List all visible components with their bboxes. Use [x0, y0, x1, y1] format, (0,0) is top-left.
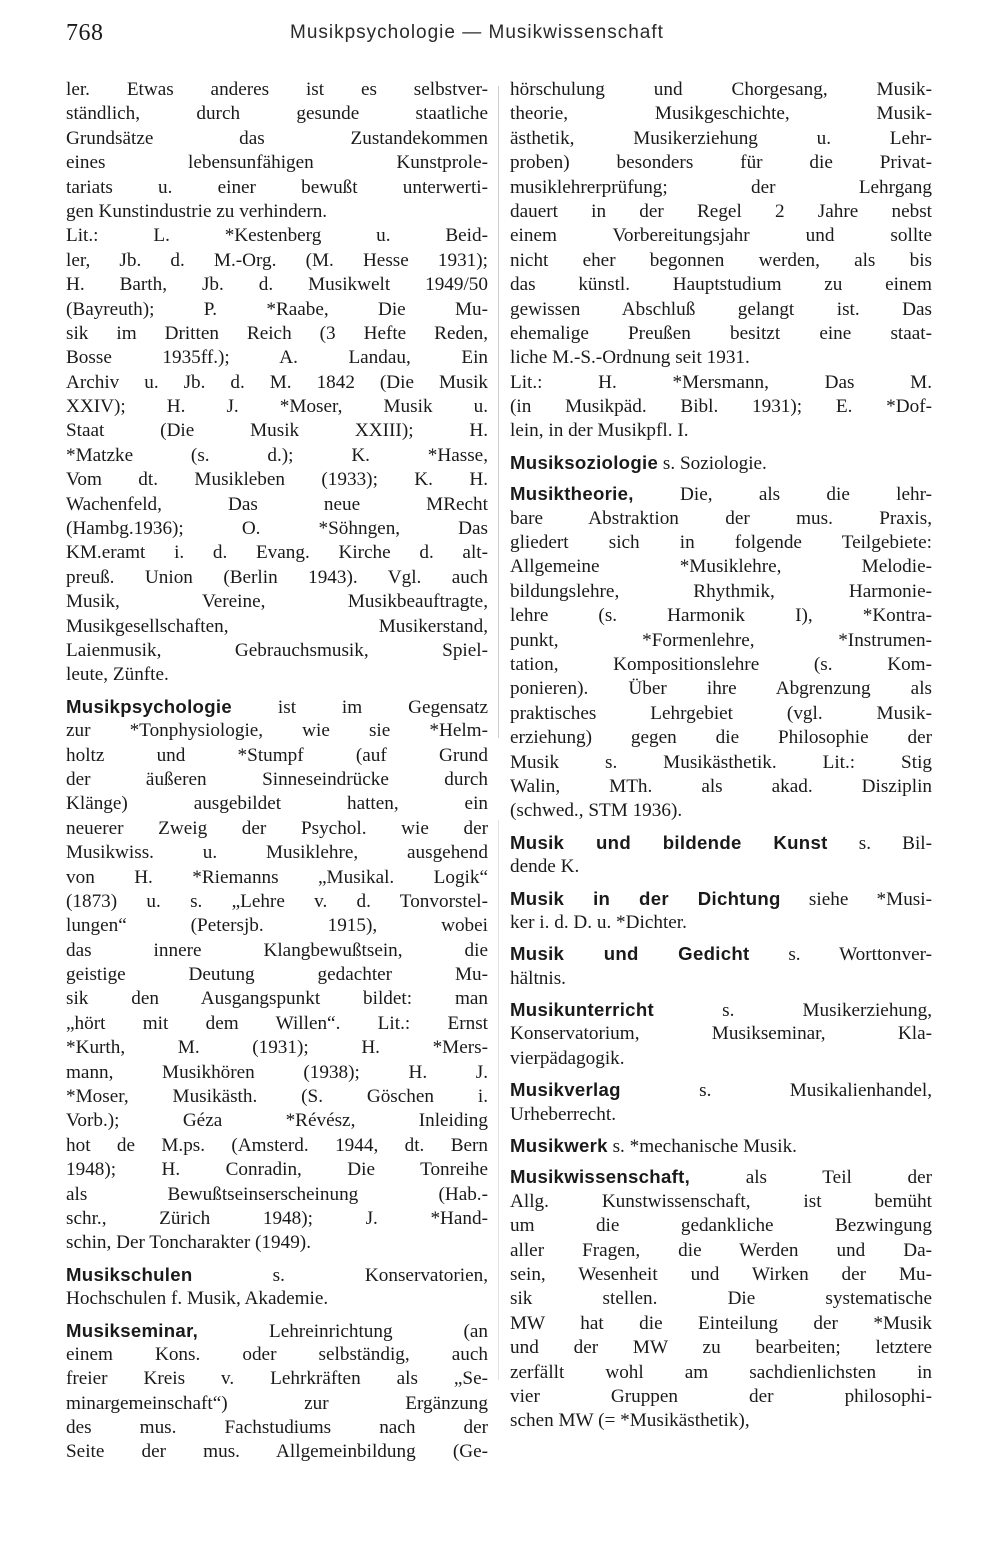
entry-spacer [66, 1312, 488, 1319]
text-line: lein, in der Musikpfl. I. [510, 420, 689, 442]
text-line: KM.eramt i. d. Evang. Kirche d. alt- [66, 542, 488, 564]
text-line: zerfällt wohl am sachdienlichsten in [510, 1361, 932, 1383]
entry-heading-line: Musikunterricht s. Musikerziehung, [510, 999, 932, 1022]
text-line: liche M.-S.-Ordnung seit 1931. [510, 347, 750, 369]
text-line: Musik, Vereine, Musikbeauftragte, [66, 591, 488, 613]
text-line: Lit.: L. *Kestenberg u. Beid- [66, 225, 488, 247]
text-line: dauert in der Regel 2 Jahre nebst [510, 200, 932, 222]
text-line: schin, Der Toncharakter (1949). [66, 1232, 311, 1254]
lemma-headword: Musikwerk [510, 1135, 608, 1157]
entry-spacer [510, 1158, 932, 1165]
lemma-headword: Musikwissenschaft, [510, 1166, 691, 1188]
entry-spacer [66, 688, 488, 695]
text-line: und der MW zu bearbeiten; letztere [510, 1337, 932, 1359]
text-line: um die gedankliche Bezwingung [510, 1215, 932, 1237]
lemma-headword: Musikpsychologie [66, 695, 232, 717]
entry-spacer [510, 935, 932, 942]
text-line: vier Gruppen der philosophi- [510, 1385, 932, 1407]
text-line: schr., Zürich 1948); J. *Hand- [66, 1207, 488, 1229]
text-line: MW hat die Einteilung der *Musik [510, 1312, 932, 1334]
text-line: nicht eher begonnen werden, als bis [510, 249, 932, 271]
text-line: sik den Ausgangspunkt bildet: man [66, 988, 488, 1010]
text-line: eines lebensunfähigen Kunstprole- [66, 152, 488, 174]
text-line: (Bayreuth); P. *Raabe, Die Mu- [66, 298, 488, 320]
text-line: (1873) u. s. „Lehre v. d. Tonvorstel- [66, 890, 488, 912]
lemma-headword: Musiktheorie, [510, 483, 634, 505]
text-line: das innere Klangbewußtsein, die [66, 939, 488, 961]
text-line: Allgemeine *Musiklehre, Melodie- [510, 556, 932, 578]
text-line: Lit.: H. *Mersmann, Das M. [510, 371, 932, 393]
text-line: preuß. Union (Berlin 1943). Vgl. auch [66, 566, 488, 588]
text-line: praktisches Lehrgebiet (vgl. Musik- [510, 702, 932, 724]
text-line: punkt, *Formenlehre, *Instrumen- [510, 629, 932, 651]
text-line: gen Kunstindustrie zu verhindern. [66, 200, 328, 222]
text-line: hältnis. [510, 967, 566, 989]
text-line: des mus. Fachstudiums nach der [66, 1417, 488, 1439]
entry-heading-line: Musiksoziologie s. Soziologie. [510, 451, 767, 474]
text-line: ständlich, durch gesunde staatliche [66, 103, 488, 125]
text-line: (Hambg.1936); O. *Söhngen, Das [66, 518, 488, 540]
text-line: Klänge) ausgebildet hatten, ein [66, 793, 488, 815]
text-line: der äußeren Sinneseindrücke durch [66, 768, 488, 790]
lemma-headword: Musikunterricht [510, 999, 654, 1021]
text-line: neuerer Zweig der Psychol. wie der [66, 817, 488, 839]
text-line: das künstl. Hauptstudium zu einem [510, 274, 932, 296]
entry-spacer [510, 1071, 932, 1078]
text-line: aller Fragen, die Werden und Da- [510, 1239, 932, 1261]
text-line: H. Barth, Jb. d. Musikwelt 1949/50 [66, 274, 488, 296]
text-line: Vom dt. Musikleben (1933); K. H. [66, 469, 488, 491]
text-line: sik stellen. Die systematische [510, 1288, 932, 1310]
text-line: Archiv u. Jb. d. M. 1842 (Die Musik [66, 371, 488, 393]
text-line: minargemeinschaft“) zur Ergänzung [66, 1392, 488, 1414]
text-line: Bosse 1935ff.); A. Landau, Ein [66, 347, 488, 369]
lemma-headword: Musik und bildende Kunst [510, 831, 828, 853]
page-number: 768 [66, 20, 104, 46]
text-line: einem Kons. oder selbständig, auch [66, 1343, 488, 1365]
entry-spacer [510, 444, 932, 451]
text-line: ler, Jb. d. M.-Org. (M. Hesse 1931); [66, 249, 488, 271]
text-line: dende K. [510, 856, 580, 878]
entry-spacer [510, 880, 932, 887]
text-line: ler. Etwas anderes ist es selbstver- [66, 79, 488, 100]
entry-spacer [510, 824, 932, 831]
text-line: bare Abstraktion der mus. Praxis, [510, 507, 932, 529]
text-line: Wachenfeld, Das neue MRecht [66, 493, 488, 515]
text-line: Allg. Kunstwissenschaft, ist bemüht [510, 1190, 932, 1212]
text-line: hörschulung und Chorgesang, Musik- [510, 79, 932, 100]
text-line: sik im Dritten Reich (3 Hefte Reden, [66, 322, 488, 344]
text-line: als Bewußtseinserscheinung (Hab.- [66, 1183, 488, 1205]
left-column [66, 78, 488, 1465]
entry-spacer [66, 1256, 488, 1263]
text-line: hot de M.ps. (Amsterd. 1944, dt. Bern [66, 1134, 488, 1156]
entry-spacer [510, 991, 932, 998]
text-line: holtz und *Stumpf (auf Grund [66, 744, 488, 766]
text-line: Urheberrecht. [510, 1103, 616, 1125]
text-line: musiklehrerprüfung; der Lehrgang [510, 176, 932, 198]
column-divider [498, 86, 499, 738]
text-line: Vorb.); Géza *Révész, Inleiding [66, 1110, 488, 1132]
text-line: ker i. d. D. u. *Dichter. [510, 911, 687, 933]
text-line: Walin, MTh. als akad. Disziplin [510, 775, 932, 797]
text-line: Laienmusik, Gebrauchsmusik, Spiel- [66, 639, 488, 661]
entry-spacer [510, 475, 932, 482]
entry-heading-line: Musikwerk s. *mechanische Musik. [510, 1135, 797, 1158]
text-line: *Matzke (s. d.); K. *Hasse, [66, 444, 488, 466]
text-line: gewissen Abschluß gelangt ist. Das [510, 298, 932, 320]
text-line: Seite der mus. Allgemeinbildung (Ge- [66, 1441, 488, 1463]
entry-heading-line: Musik und Gedicht s. Worttonver- [510, 943, 932, 966]
lemma-headword: Musikverlag [510, 1079, 621, 1101]
text-line: leute, Zünfte. [66, 664, 169, 686]
lemma-headword: Musikseminar, [66, 1319, 199, 1341]
lemma-headword: Musik in der Dichtung [510, 887, 781, 909]
running-head: Musikpsychologie — Musikwissenschaft [290, 22, 664, 43]
lemma-headword: Musik und Gedicht [510, 943, 750, 965]
text-line: tation, Kompositionslehre (s. Kom- [510, 653, 932, 675]
text-line: freier Kreis v. Lehrkräften als „Se- [66, 1368, 488, 1390]
text-line: mann, Musikhören (1938); H. J. [66, 1061, 488, 1083]
text-line: geistige Deutung gedachter Mu- [66, 964, 488, 986]
text-line: Musikwiss. u. Musiklehre, ausgehend [66, 842, 488, 864]
text-line: ehemalige Preußen besitzt eine staat- [510, 322, 932, 344]
text-line: tariats u. einer bewußt unterwerti- [66, 176, 488, 198]
text-line: Staat (Die Musik XXIII); H. [66, 420, 488, 442]
text-line: bildungslehre, Rhythmik, Harmonie- [510, 580, 932, 602]
entry-heading-line: Musik in der Dichtung siehe *Musi- [510, 887, 932, 910]
text-line: theorie, Musikgeschichte, Musik- [510, 103, 932, 125]
text-line: ponieren). Über ihre Abgrenzung als [510, 678, 932, 700]
lemma-headword: Musikschulen [66, 1263, 193, 1285]
text-line: einem Vorbereitungsjahr und sollte [510, 225, 932, 247]
text-line: ästhetik, Musikerziehung u. Lehr- [510, 127, 932, 149]
text-line: Konservatorium, Musikseminar, Kla- [510, 1023, 932, 1045]
text-line: Musik s. Musikästhetik. Lit.: Stig [510, 751, 932, 773]
text-line: *Kurth, M. (1931); H. *Mers- [66, 1037, 488, 1059]
right-column [510, 78, 932, 1434]
column-divider-lower [498, 820, 499, 1380]
text-line: (in Musikpäd. Bibl. 1931); E. *Dof- [510, 396, 932, 418]
text-line: lungen“ (Petersjb. 1915), wobei [66, 915, 488, 937]
text-line: Hochschulen f. Musik, Akademie. [66, 1288, 329, 1310]
text-line: (schwed., STM 1936). [510, 800, 683, 822]
entry-heading-line: Musikverlag s. Musikalienhandel, [510, 1079, 932, 1102]
entry-heading-line: Musiktheorie, Die, als die lehr- [510, 483, 932, 506]
text-line: 1948); H. Conradin, Die Tonreihe [66, 1159, 488, 1181]
text-line: *Moser, Musikästh. (S. Göschen i. [66, 1086, 488, 1108]
text-line: schen MW (= *Musikästhetik), [510, 1410, 750, 1432]
text-line: „hört mit dem Willen“. Lit.: Ernst [66, 1012, 488, 1034]
text-line: zur *Tonphysiologie, wie sie *Helm- [66, 720, 488, 742]
text-line: proben) besonders für die Privat- [510, 152, 932, 174]
entry-heading-line: Musikseminar, Lehreinrichtung (an [66, 1319, 488, 1342]
text-line: von H. *Riemanns „Musikal. Logik“ [66, 866, 488, 888]
entry-heading-line: Musikschulen s. Konservatorien, [66, 1263, 488, 1286]
text-line: XXIV); H. J. *Moser, Musik u. [66, 396, 488, 418]
text-line: lehre (s. Harmonik I), *Kontra- [510, 605, 932, 627]
entry-heading-line: Musik und bildende Kunst s. Bil- [510, 831, 932, 854]
text-line: sein, Wesenheit und Wirken der Mu- [510, 1263, 932, 1285]
text-line: vierpädagogik. [510, 1047, 625, 1069]
text-line: gliedert sich in folgende Teilgebiete: [510, 532, 932, 554]
lemma-headword: Musiksoziologie [510, 451, 659, 473]
entry-spacer [510, 1127, 932, 1134]
text-line: Grundsätze das Zustandekommen [66, 127, 488, 149]
entry-heading-line: Musikwissenschaft, als Teil der [510, 1166, 932, 1189]
text-line: Musikgesellschaften, Musikerstand, [66, 615, 488, 637]
entry-heading-line: Musikpsychologie ist im Gegensatz [66, 695, 488, 718]
text-line: erziehung) gegen die Philosophie der [510, 727, 932, 749]
